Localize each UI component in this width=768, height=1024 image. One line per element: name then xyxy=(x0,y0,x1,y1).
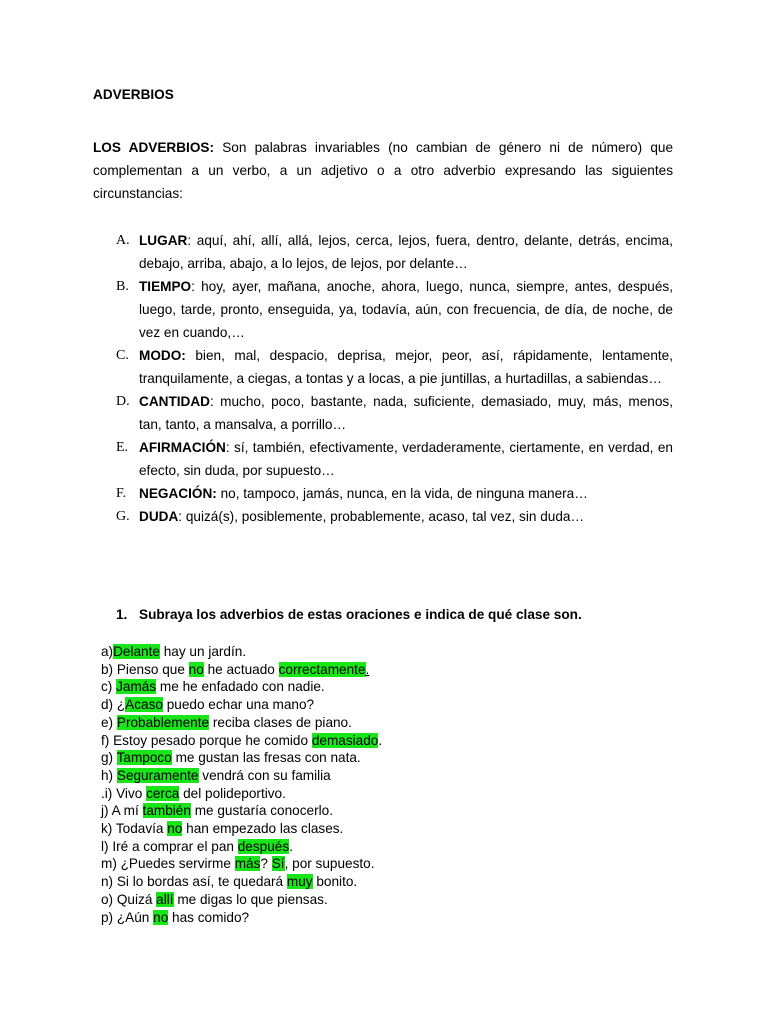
sentence-text: e) xyxy=(101,714,117,730)
category-marker: E. xyxy=(116,440,129,455)
category-marker: F. xyxy=(116,486,127,501)
sentence-text: he actuado xyxy=(203,661,279,677)
category-name: AFIRMACIÓN xyxy=(139,440,226,455)
adverb-category-item xyxy=(116,482,673,505)
sentence-text: f) Estoy pesado porque he comido xyxy=(101,732,312,748)
sentence-text: ? xyxy=(260,856,272,872)
sentence-text: a) xyxy=(101,644,114,659)
sentence-text: vendrá con su familia xyxy=(198,767,331,783)
highlighted-adverb: no xyxy=(153,909,169,925)
exercise-sentence xyxy=(101,714,382,732)
exercise-sentence xyxy=(101,767,382,785)
exercise-sentence xyxy=(101,732,382,750)
sentence-text: me gustan las fresas con nata. xyxy=(171,750,361,766)
category-marker: A. xyxy=(116,233,130,248)
exercise-instruction: Subraya los adverbios de estas oraciones e indica de qué clase son. xyxy=(139,607,582,622)
adverb-category-item xyxy=(116,344,673,390)
document-title: ADVERBIOS xyxy=(93,87,174,102)
sentence-text: me gustaría conocerlo. xyxy=(190,803,333,819)
sentence-text: puedo echar una mano? xyxy=(162,697,315,713)
sentence-text: han empezado las clases. xyxy=(182,821,344,837)
intro-text: Son palabras invariables (no cambian de género ni de número) que complementan a un verbo, a un adjetivo o a otro adverbio expresando las siguientes circunstancias: xyxy=(93,140,674,201)
exercise-sentence xyxy=(101,820,382,838)
category-examples: : quizá(s), posiblemente, probablemente, acaso, tal vez, sin duda… xyxy=(178,509,585,524)
sentence-text: b) Pienso que xyxy=(101,661,189,677)
exercise-sentence xyxy=(101,749,382,767)
category-marker: B. xyxy=(116,279,129,294)
exercise-sentence xyxy=(101,802,382,820)
exercise-sentence xyxy=(101,661,382,679)
intro-paragraph xyxy=(93,136,673,205)
adverb-category-item xyxy=(116,436,673,482)
category-examples: bien, mal, despacio, deprisa, mejor, peor, así, rápidamente, lentamente, tranquilamente, a ciegas, a tontas y a locas, a pie juntillas, a hurtadillas, a sabiendas… xyxy=(139,348,673,386)
category-examples: no, tampoco, jamás, nunca, en la vida, de ninguna manera… xyxy=(216,486,588,501)
highlighted-adverb: allí xyxy=(156,891,174,907)
sentence-text: h) xyxy=(101,767,117,783)
highlighted-adverb: Acaso xyxy=(125,697,163,713)
category-examples: : hoy, ayer, mañana, anoche, ahora, luego, nunca, siempre, antes, después, luego, tarde, pronto, enseguida, ya, todavía, aún, con frecuencia, de día, de noche, de vez en cuando,… xyxy=(139,279,673,340)
exercise-sentence xyxy=(101,785,382,803)
category-marker: G. xyxy=(116,509,130,524)
category-marker: D. xyxy=(116,394,130,409)
exercise-sentence xyxy=(101,838,382,856)
highlighted-adverb: cerca xyxy=(146,785,180,801)
highlighted-adverb: más xyxy=(234,856,261,872)
exercise-number: 1. xyxy=(116,607,128,622)
category-name: MODO: xyxy=(139,348,186,363)
exercise-sentence xyxy=(101,678,382,696)
sentence-text: n) Si lo bordas así, te quedará xyxy=(101,874,287,890)
sentence-text: . xyxy=(289,838,293,854)
category-name: LUGAR xyxy=(139,233,188,248)
sentence-text: del polideportivo. xyxy=(179,785,286,801)
underlined-text: . xyxy=(365,661,370,677)
highlighted-adverb: muy xyxy=(286,874,313,890)
category-name: NEGACIÓN: xyxy=(139,486,217,501)
sentence-text: , por supuesto. xyxy=(284,856,375,872)
exercise-sentences xyxy=(101,643,382,926)
exercise-sentence xyxy=(101,643,382,661)
highlighted-adverb: demasiado xyxy=(311,732,379,748)
adverb-category-item xyxy=(116,390,673,436)
exercise-title xyxy=(116,607,582,622)
sentence-text: me digas lo que piensas. xyxy=(173,891,328,907)
category-name: TIEMPO xyxy=(139,279,192,294)
adverb-category-item xyxy=(116,229,673,275)
sentence-text: has comido? xyxy=(168,909,250,925)
adverb-category-item xyxy=(116,505,673,528)
sentence-text: d) ¿ xyxy=(101,697,126,713)
highlighted-adverb: no xyxy=(167,821,183,837)
sentence-text: c) xyxy=(101,679,117,695)
highlighted-adverb: Tampoco xyxy=(116,750,172,766)
sentence-text: o) Quizá xyxy=(101,891,157,907)
exercise-sentence xyxy=(101,873,382,891)
sentence-text: hay un jardín. xyxy=(159,644,247,659)
highlighted-adverb: Seguramente xyxy=(116,767,199,783)
category-name: DUDA xyxy=(139,509,179,524)
category-name: CANTIDAD xyxy=(139,394,210,409)
intro-term: LOS ADVERBIOS: xyxy=(93,140,214,155)
highlighted-adverb: Jamás xyxy=(116,679,157,695)
sentence-text: p) ¿Aún xyxy=(101,909,154,925)
category-examples: : sí, también, efectivamente, verdaderamente, ciertamente, en verdad, en efecto, sin duda, por supuesto… xyxy=(139,440,673,478)
exercise-sentence xyxy=(101,909,382,927)
highlighted-adverb: Probablemente xyxy=(116,714,210,730)
sentence-text: j) A mí xyxy=(101,803,143,819)
sentence-text: g) xyxy=(101,750,117,766)
highlighted-adverb: correctamente xyxy=(278,661,366,677)
sentence-text: . xyxy=(378,732,383,748)
highlighted-adverb: Delante xyxy=(113,644,160,659)
sentence-text: l) Iré a comprar el pan xyxy=(101,838,238,854)
sentence-text: reciba clases de piano. xyxy=(209,714,352,730)
category-examples: : aquí, ahí, allí, allá, lejos, cerca, lejos, fuera, dentro, delante, detrás, encima, debajo, arriba, abajo, a lo lejos, de lejos, por delante… xyxy=(139,233,673,271)
adverb-categories-list xyxy=(116,229,673,528)
exercise-sentence xyxy=(101,855,382,873)
adverb-category-item xyxy=(116,275,673,344)
sentence-text: m) ¿Puedes servirme xyxy=(101,856,235,872)
exercise-sentence xyxy=(101,696,382,714)
sentence-text: k) Todavía xyxy=(101,821,168,837)
sentence-text: bonito. xyxy=(312,874,358,890)
highlighted-adverb: Sí xyxy=(271,856,285,872)
highlighted-adverb: no xyxy=(188,661,204,677)
category-examples: : mucho, poco, bastante, nada, suficiente, demasiado, muy, más, menos, tan, tanto, a mansalva, a porrillo… xyxy=(139,394,673,432)
exercise-sentence xyxy=(101,891,382,909)
category-marker: C. xyxy=(116,348,129,363)
highlighted-adverb: también xyxy=(142,803,191,819)
sentence-text: me he enfadado con nadie. xyxy=(156,679,325,695)
highlighted-adverb: después xyxy=(237,838,290,854)
sentence-text: .i) Vivo xyxy=(101,785,147,801)
